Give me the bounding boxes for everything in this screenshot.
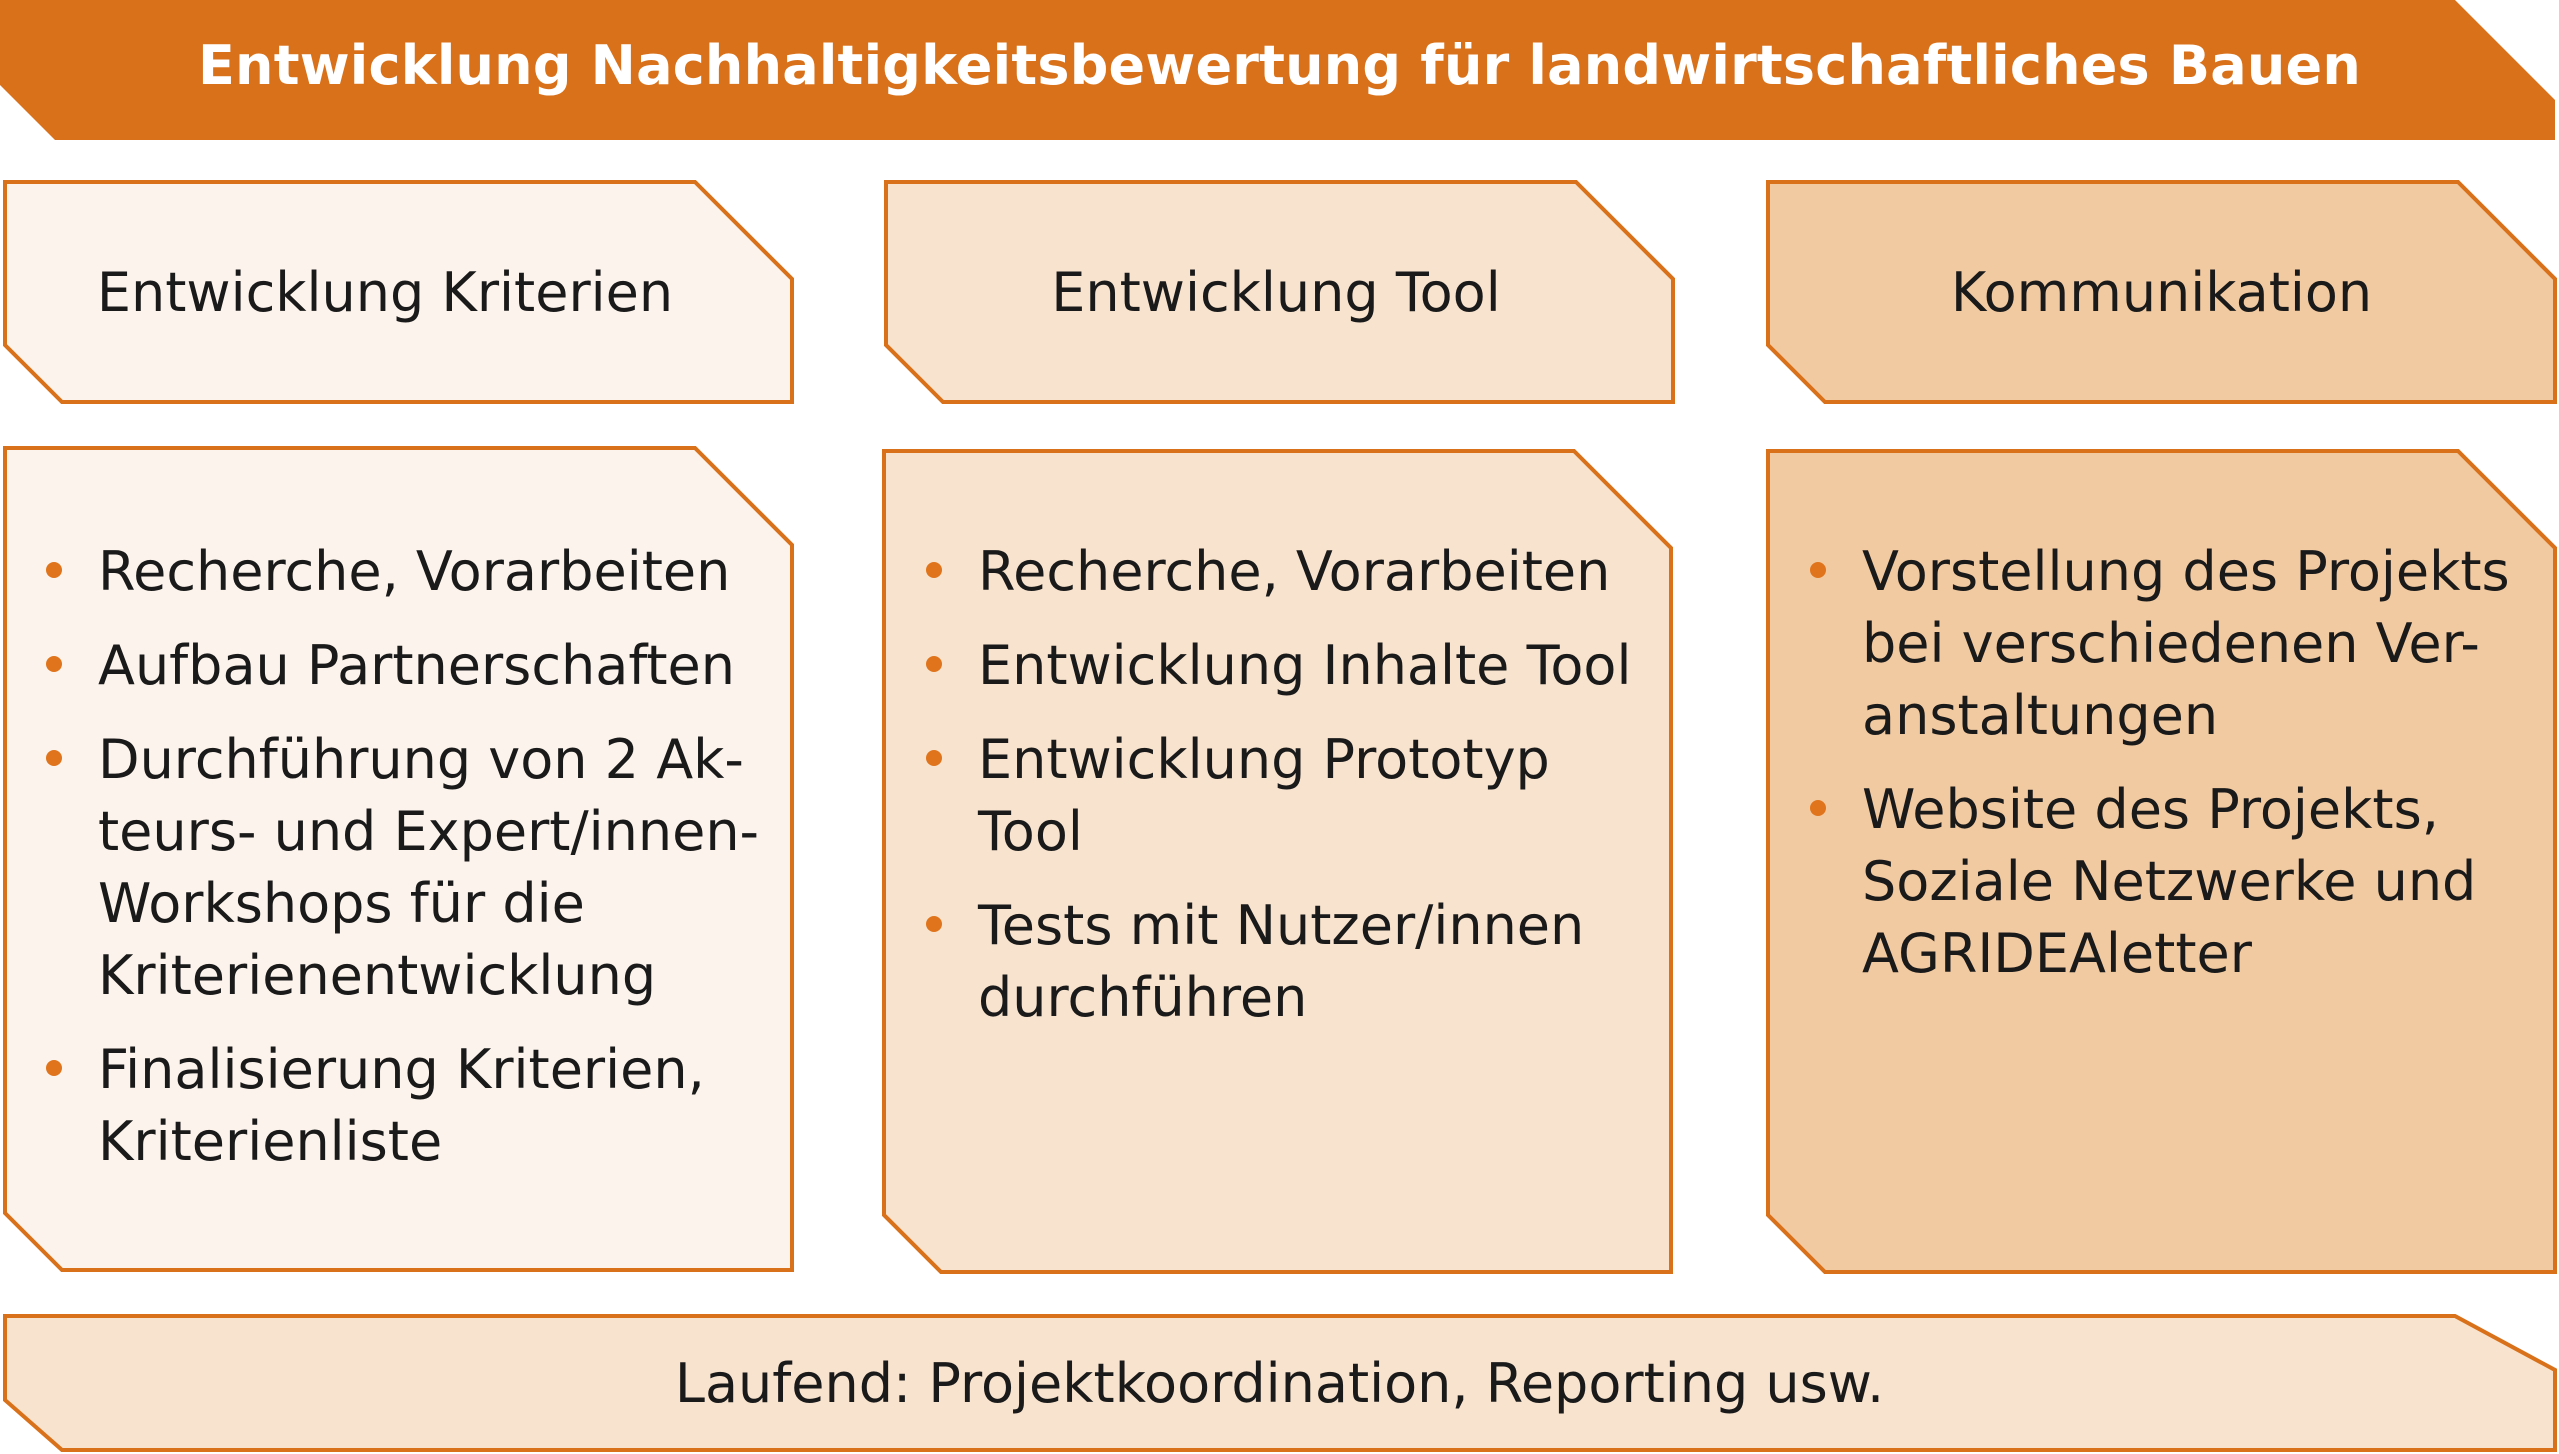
list-item-kriterien (46, 536, 776, 608)
list-item-kriterien (46, 1034, 776, 1178)
column-list-kriterien (46, 536, 776, 1200)
bullet-icon (46, 562, 62, 578)
column-list-tool (926, 536, 1656, 1056)
banner-title: Entwicklung Nachhaltigkeitsbewertung für landwirtschaftliches Bauen (197, 33, 2362, 97)
list-item-kommunikation (1810, 536, 2540, 752)
list-item-text: Aufbau Partnerschaften (98, 634, 736, 697)
bullet-icon (926, 656, 942, 672)
list-item-text: Finalisierung Kriterien, Kriterienliste (98, 1038, 705, 1173)
list-item-tool (926, 724, 1656, 868)
column-title-tool: Entwicklung Tool (1051, 260, 1501, 324)
list-item-kommunikation (1810, 774, 2540, 990)
list-item-tool (926, 630, 1656, 702)
list-item-text: Entwicklung Inhalte Tool (978, 634, 1632, 697)
bullet-icon (1810, 800, 1826, 816)
bullet-icon (926, 562, 942, 578)
list-item-text: Website des Projekts, Soziale Netzwerke und AGRIDEAletter (1862, 778, 2477, 985)
list-item-tool (926, 536, 1656, 608)
column-title-kommunikation: Kommunikation (1950, 260, 2373, 324)
bullet-icon (926, 916, 942, 932)
column-list-kommunikation (1810, 536, 2540, 1012)
bullet-icon (46, 656, 62, 672)
list-item-text: Tests mit Nutzer/innen durchführen (978, 894, 1585, 1029)
footer-text: Laufend: Projektkoordination, Reporting usw. (674, 1351, 1885, 1415)
list-item-text: Entwicklung Prototyp Tool (978, 728, 1550, 863)
list-item-kriterien (46, 724, 776, 1012)
bullet-icon (46, 1060, 62, 1076)
bullet-icon (926, 750, 942, 766)
list-item-text: Durchführung von 2 Ak- teurs- und Expert/innen- Workshops für die Kriterienentwicklung (98, 728, 760, 1007)
list-item-text: Vorstellung des Projekts bei verschiedenen Ver- anstaltungen (1862, 540, 2510, 747)
list-item-text: Recherche, Vorarbeiten (98, 540, 731, 603)
list-item-text: Recherche, Vorarbeiten (978, 540, 1611, 603)
list-item-kriterien (46, 630, 776, 702)
bullet-icon (1810, 562, 1826, 578)
column-title-kriterien: Entwicklung Kriterien (96, 260, 674, 324)
bullet-icon (46, 750, 62, 766)
list-item-tool (926, 890, 1656, 1034)
